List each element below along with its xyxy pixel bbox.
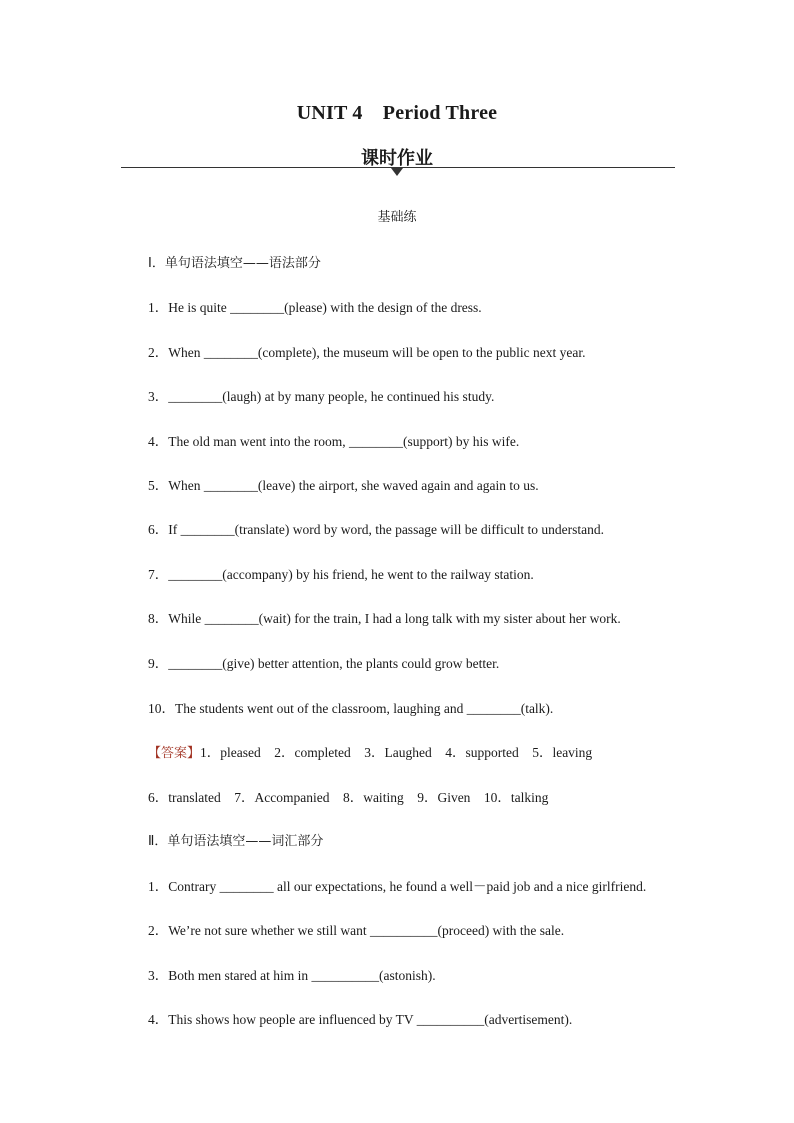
section2-heading: Ⅱ．单句语法填空——词汇部分 bbox=[148, 834, 324, 849]
question-line: 1．He is quite ________(please) with the design of the dress. bbox=[148, 300, 482, 315]
question-line: 10．The students went out of the classroom, laughing and ________(talk). bbox=[148, 701, 554, 716]
question-line: 1．Contrary ________ all our expectations, he found a well－paid job and a nice girlfriend. bbox=[148, 879, 647, 894]
answer-line: 6．translated 7．Accompanied 8．waiting 9．Given 10．talking bbox=[148, 790, 549, 805]
question-line: 8．While ________(wait) for the train, I had a long talk with my sister about her work. bbox=[148, 611, 621, 626]
answer-line bbox=[148, 741, 592, 761]
divider-triangle-icon bbox=[391, 168, 403, 176]
section1-heading: Ⅰ．单句语法填空——语法部分 bbox=[148, 256, 321, 271]
question-line: 3．________(laugh) at by many people, he continued his study. bbox=[148, 389, 495, 404]
question-line: 7．________(accompany) by his friend, he went to the railway station. bbox=[148, 567, 534, 582]
basic-practice-heading: 基础练 bbox=[377, 210, 417, 225]
question-line: 5．When ________(leave) the airport, she waved again and again to us. bbox=[148, 478, 539, 493]
question-line: 3．Both men stared at him in __________(astonish). bbox=[148, 968, 436, 983]
question-line: 6．If ________(translate) word by word, the passage will be difficult to understand. bbox=[148, 522, 605, 537]
page-subtitle: 课时作业 bbox=[361, 148, 433, 169]
answer-text: 1．pleased 2．completed 3．Laughed 4．supported 5．leaving bbox=[200, 745, 593, 760]
question-line: 4．The old man went into the room, ________(support) by his wife. bbox=[148, 434, 520, 449]
page-title: UNIT 4 Period Three bbox=[296, 102, 498, 124]
question-line: 2．When ________(complete), the museum will be open to the public next year. bbox=[148, 345, 586, 360]
answer-label: 【答案】 bbox=[148, 746, 201, 761]
question-line: 9．________(give) better attention, the plants could grow better. bbox=[148, 656, 500, 671]
question-line: 4．This shows how people are influenced by TV __________(advertisement). bbox=[148, 1012, 573, 1027]
question-line: 2．We’re not sure whether we still want __________(proceed) with the sale. bbox=[148, 923, 565, 938]
